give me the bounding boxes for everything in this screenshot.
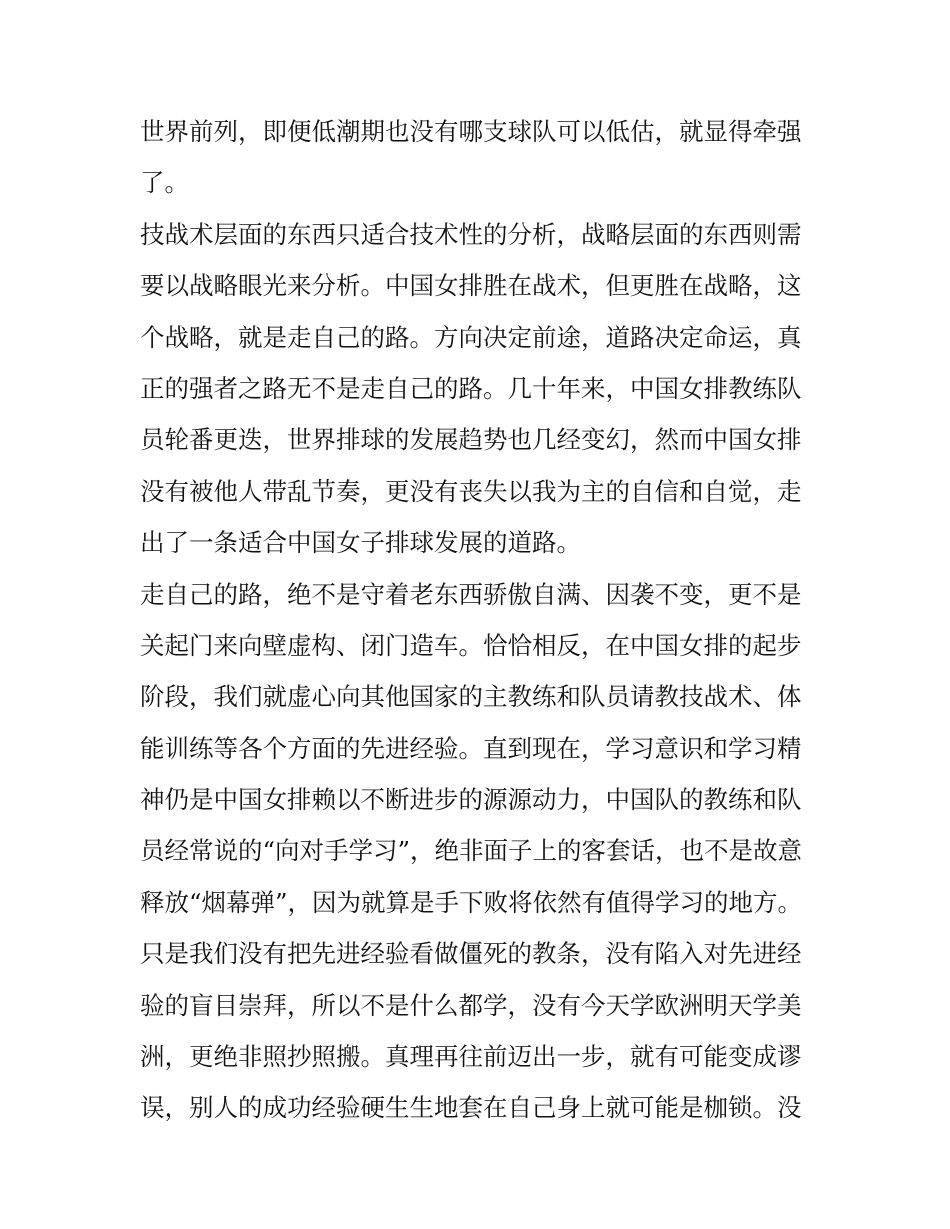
text-line: 正的强者之路无不是走自己的路。几十年来，中国女排教练队 xyxy=(140,373,802,403)
text-line: 误，别人的成功经验硬生生地套在自己身上就可能是枷锁。没 xyxy=(140,1093,802,1123)
text-line: 个战略，就是走自己的路。方向决定前途，道路决定命运，真 xyxy=(140,322,802,352)
text-line: 出了一条适合中国女子排球发展的道路。 xyxy=(140,528,581,558)
text-line: 技战术层面的东西只适合技术性的分析，战略层面的东西则需 xyxy=(140,219,802,249)
text-line: 能训练等各个方面的先进经验。直到现在，学习意识和学习精 xyxy=(140,733,802,763)
body-text xyxy=(140,106,816,1134)
text-line: 只是我们没有把先进经验看做僵死的教条，没有陷入对先进经 xyxy=(140,939,802,969)
text-line: 关起门来向壁虚构、闭门造车。恰恰相反，在中国女排的起步 xyxy=(140,630,802,660)
text-line: 要以战略眼光来分析。中国女排胜在战术，但更胜在战略，这 xyxy=(140,271,802,301)
text-line: 洲，更绝非照抄照搬。真理再往前迈出一步，就有可能变成谬 xyxy=(140,1042,802,1072)
text-line: 了。 xyxy=(140,168,189,198)
text-line: 员经常说的“向对手学习”，绝非面子上的客套话，也不是故意 xyxy=(140,836,803,866)
text-line: 走自己的路，绝不是守着老东西骄傲自满、因袭不变，更不是 xyxy=(140,579,802,609)
text-line: 验的盲目崇拜，所以不是什么都学，没有今天学欧洲明天学美 xyxy=(140,990,802,1020)
text-line: 阶段，我们就虚心向其他国家的主教练和队员请教技战术、体 xyxy=(140,682,802,712)
text-line: 神仍是中国女排赖以不断进步的源源动力，中国队的教练和队 xyxy=(140,785,802,815)
text-line: 没有被他人带乱节奏，更没有丧失以我为主的自信和自觉，走 xyxy=(140,476,802,506)
text-line: 释放“烟幕弹”，因为就算是手下败将依然有值得学习的地方。 xyxy=(140,887,803,917)
text-line: 世界前列，即便低潮期也没有哪支球队可以低估，就显得牵强 xyxy=(140,117,802,146)
text-line: 员轮番更迭，世界排球的发展趋势也几经变幻，然而中国女排 xyxy=(140,425,802,455)
